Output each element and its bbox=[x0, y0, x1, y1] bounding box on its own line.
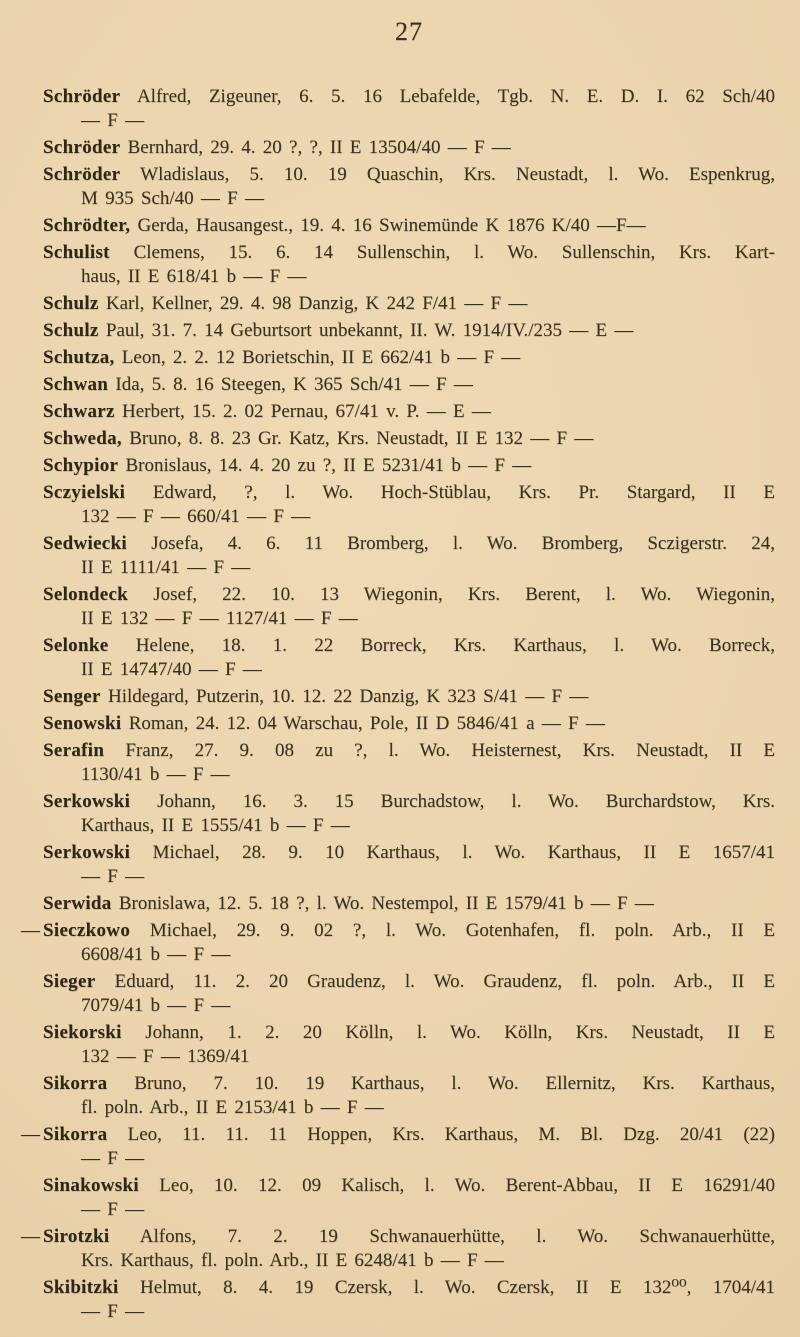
entry-text: Eduard, 11. 2. 20 Graudenz, l. Wo. Graudenz, fl. poln. Arb., II E bbox=[114, 971, 775, 992]
entry-line bbox=[43, 241, 775, 265]
entry-line bbox=[43, 712, 775, 736]
register-entry bbox=[43, 712, 775, 736]
entry-text: Bruno, 8. 8. 23 Gr. Katz, Krs. Neustadt, II E 132 — F — bbox=[129, 428, 594, 449]
entry-line: 6608/41 b — F — bbox=[81, 944, 231, 965]
margin-dash: — bbox=[21, 1226, 40, 1247]
register-entry bbox=[43, 970, 775, 1018]
entry-surname: Serafin bbox=[43, 740, 105, 761]
entry-text: Michael, 28. 9. 10 Karthaus, l. Wo. Karthaus, II E 1657/41 bbox=[152, 842, 776, 863]
entry-surname: Sieger bbox=[43, 971, 96, 992]
entry-line bbox=[43, 841, 775, 865]
entry-surname: Schypior bbox=[43, 455, 119, 476]
entry-surname: Selonke bbox=[43, 635, 109, 656]
entry-text: Josefa, 4. 6. 11 Bromberg, l. Wo. Bromberg, Sczigerstr. 24, bbox=[151, 533, 775, 554]
entry-line bbox=[43, 1276, 775, 1300]
register-entry bbox=[43, 634, 775, 682]
entry-line bbox=[43, 919, 775, 943]
entry-surname: Schulz bbox=[43, 320, 99, 341]
register-entry bbox=[21, 919, 776, 967]
entry-surname: Schulist bbox=[43, 242, 110, 263]
entry-text: Franz, 27. 9. 08 zu ?, l. Wo. Heisternest, Krs. Neustadt, II E bbox=[125, 740, 776, 761]
register-entry bbox=[43, 1276, 775, 1324]
entry-surname: Sczyielski bbox=[43, 482, 126, 503]
entry-line bbox=[43, 85, 775, 109]
entry-surname: Serkowski bbox=[43, 791, 131, 812]
entry-text: Paul, 31. 7. 14 Geburtsort unbekannt, II. W. 1914/IV./235 — E — bbox=[105, 320, 634, 341]
entry-line bbox=[43, 163, 775, 187]
entry-line bbox=[43, 136, 775, 160]
register-entry bbox=[43, 532, 775, 580]
entry-surname: Senger bbox=[43, 686, 101, 707]
margin-dash: — bbox=[21, 920, 40, 941]
register-entry bbox=[43, 214, 775, 238]
entry-surname: Schröder bbox=[43, 137, 121, 158]
entry-text: Johann, 16. 3. 15 Burchadstow, l. Wo. Burchardstow, Krs. bbox=[157, 791, 776, 812]
register-entry bbox=[43, 1072, 775, 1120]
register-entry bbox=[43, 373, 775, 397]
entry-line bbox=[43, 346, 775, 370]
register-entry bbox=[43, 400, 775, 424]
entry-line: — F — bbox=[81, 110, 145, 131]
entry-text: Herbert, 15. 2. 02 Pernau, 67/41 v. P. — E — bbox=[122, 401, 491, 422]
entry-text: Hildegard, Putzerin, 10. 12. 22 Danzig, K 323 S/41 — F — bbox=[107, 686, 589, 707]
register-entry bbox=[43, 319, 775, 343]
entry-text: Bronislawa, 12. 5. 18 ?, l. Wo. Nestempol, II E 1579/41 b — F — bbox=[118, 893, 654, 914]
register-entry bbox=[21, 1225, 775, 1273]
entry-text: Ida, 5. 8. 16 Steegen, K 365 Sch/41 — F — bbox=[115, 374, 473, 395]
entry-text: Clemens, 15. 6. 14 Sullenschin, l. Wo. Sullenschin, Krs. Kart- bbox=[133, 242, 775, 263]
register-entry bbox=[43, 454, 775, 478]
register-entry bbox=[43, 136, 775, 160]
entry-surname: Sikorra bbox=[43, 1073, 108, 1094]
register-entry bbox=[43, 1021, 775, 1069]
entry-line bbox=[43, 634, 775, 658]
register-entry bbox=[43, 292, 775, 316]
register-entry bbox=[43, 583, 775, 631]
entry-line bbox=[43, 970, 775, 994]
entry-line bbox=[43, 481, 775, 505]
register-entry bbox=[43, 241, 775, 289]
entry-line: 132 — F — 660/41 — F — bbox=[81, 506, 311, 527]
entry-line bbox=[43, 1174, 775, 1198]
entry-line bbox=[43, 373, 775, 397]
entry-line bbox=[43, 532, 775, 556]
entry-line bbox=[43, 1225, 775, 1249]
register-entry bbox=[43, 739, 775, 787]
entry-surname: Serwida bbox=[43, 893, 112, 914]
entry-line bbox=[43, 1021, 775, 1045]
entry-surname: Schröder bbox=[43, 86, 121, 107]
register-entry bbox=[43, 1174, 775, 1222]
entry-line: haus, II E 618/41 b — F — bbox=[81, 266, 307, 287]
entry-line: Krs. Karthaus, fl. poln. Arb., II E 6248/41 b — F — bbox=[81, 1250, 504, 1271]
entry-text: Gerda, Hausangest., 19. 4. 16 Swinemünde K 1876 K/40 —F— bbox=[137, 215, 646, 236]
register-entry bbox=[43, 163, 775, 211]
entry-line: — F — bbox=[81, 866, 145, 887]
register-entry bbox=[43, 427, 775, 451]
entry-line bbox=[43, 292, 775, 316]
entry-list bbox=[21, 85, 776, 1324]
entry-line: — F — bbox=[81, 1199, 145, 1220]
entry-line bbox=[43, 427, 775, 451]
entry-surname: Sieczkowo bbox=[43, 920, 131, 941]
register-entry bbox=[43, 790, 775, 838]
entry-text: Roman, 24. 12. 04 Warschau, Pole, II D 5846/41 a — F — bbox=[128, 713, 605, 734]
register-entry bbox=[21, 1123, 775, 1171]
entry-line: II E 132 — F — 1127/41 — F — bbox=[81, 608, 358, 629]
entry-text: Bronislaus, 14. 4. 20 zu ?, II E 5231/41 b — F — bbox=[125, 455, 532, 476]
entry-text: Bruno, 7. 10. 19 Karthaus, l. Wo. Ellernitz, Krs. Karthaus, bbox=[134, 1073, 775, 1094]
entry-surname: Schröder bbox=[43, 164, 121, 185]
entry-surname: Schweda, bbox=[43, 428, 122, 449]
entry-text: Alfons, 7. 2. 19 Schwanauerhütte, l. Wo. Schwanauerhütte, bbox=[139, 1226, 775, 1247]
entry-text: Johann, 1. 2. 20 Kölln, l. Wo. Kölln, Krs. Neustadt, II E bbox=[145, 1022, 776, 1043]
entry-surname: Schutza, bbox=[43, 347, 115, 368]
entry-line: M 935 Sch/40 — F — bbox=[81, 188, 264, 209]
entry-text: Alfred, Zigeuner, 6. 5. 16 Lebafelde, Tgb. N. E. D. I. 62 Sch/40 bbox=[136, 86, 775, 107]
margin-dash: — bbox=[21, 1124, 40, 1145]
entry-line bbox=[43, 739, 775, 763]
entry-line bbox=[43, 1123, 775, 1147]
page-number: 27 bbox=[395, 17, 423, 46]
entry-text: Bernhard, 29. 4. 20 ?, ?, II E 13504/40 — F — bbox=[127, 137, 511, 158]
entry-text: Edward, ?, l. Wo. Hoch-Stüblau, Krs. Pr. Stargard, II E bbox=[152, 482, 775, 503]
entry-text: Helmut, 8. 4. 19 Czersk, l. Wo. Czersk, II E 132⁰⁰, 1704/41 bbox=[139, 1277, 775, 1298]
entry-line bbox=[43, 400, 775, 424]
entry-text: Wladislaus, 5. 10. 19 Quaschin, Krs. Neustadt, l. Wo. Espenkrug, bbox=[140, 164, 775, 185]
entry-line bbox=[43, 319, 775, 343]
entry-surname: Sikorra bbox=[43, 1124, 108, 1145]
register-entry bbox=[43, 892, 775, 916]
entry-line bbox=[43, 892, 775, 916]
entry-surname: Schrödter, bbox=[43, 215, 131, 236]
entry-surname: Siekorski bbox=[43, 1022, 122, 1043]
entry-text: Leon, 2. 2. 12 Borietschin, II E 662/41 b — F — bbox=[121, 347, 521, 368]
entry-line bbox=[43, 685, 775, 709]
entry-text: Helene, 18. 1. 22 Borreck, Krs. Karthaus, l. Wo. Borreck, bbox=[135, 635, 775, 656]
entry-surname: Sedwiecki bbox=[43, 533, 127, 554]
entry-line bbox=[43, 454, 775, 478]
entry-text: Leo, 10. 12. 09 Kalisch, l. Wo. Berent-Abbau, II E 16291/40 bbox=[159, 1175, 776, 1196]
register-entry bbox=[43, 685, 775, 709]
register-entry bbox=[43, 481, 775, 529]
entry-line: 132 — F — 1369/41 bbox=[81, 1046, 250, 1067]
entry-line: 1130/41 b — F — bbox=[81, 764, 230, 785]
entry-line: II E 1111/41 — F — bbox=[81, 557, 251, 578]
entry-surname: Schwarz bbox=[43, 401, 115, 422]
entry-text: Karl, Kellner, 29. 4. 98 Danzig, K 242 F/41 — F — bbox=[105, 293, 528, 314]
entry-surname: Senowski bbox=[43, 713, 122, 734]
entry-line: 7079/41 b — F — bbox=[81, 995, 231, 1016]
entry-line bbox=[43, 583, 775, 607]
entry-line: — F — bbox=[81, 1148, 145, 1169]
text-column bbox=[21, 0, 776, 1327]
entry-line: fl. poln. Arb., II E 2153/41 b — F — bbox=[81, 1097, 384, 1118]
register-entry bbox=[43, 841, 775, 889]
entry-text: Michael, 29. 9. 02 ?, l. Wo. Gotenhafen, fl. poln. Arb., II E bbox=[149, 920, 776, 941]
entry-surname: Schulz bbox=[43, 293, 99, 314]
entry-surname: Sirotzki bbox=[43, 1226, 110, 1247]
entry-surname: Schwan bbox=[43, 374, 109, 395]
entry-text: Leo, 11. 11. 11 Hoppen, Krs. Karthaus, M. Bl. Dzg. 20/41 (22) bbox=[127, 1124, 775, 1145]
entry-line: II E 14747/40 — F — bbox=[81, 659, 262, 680]
entry-line: — F — bbox=[81, 1301, 145, 1322]
entry-surname: Sinakowski bbox=[43, 1175, 139, 1196]
entry-text: Josef, 22. 10. 13 Wiegonin, Krs. Berent, l. Wo. Wiegonin, bbox=[153, 584, 776, 605]
entry-line bbox=[43, 790, 775, 814]
entry-line bbox=[43, 1072, 775, 1096]
entry-surname: Selondeck bbox=[43, 584, 129, 605]
register-entry bbox=[43, 346, 775, 370]
entry-line bbox=[43, 214, 775, 238]
entry-surname: Skibitzki bbox=[43, 1277, 119, 1298]
entry-line: Karthaus, II E 1555/41 b — F — bbox=[81, 815, 350, 836]
register-entry bbox=[43, 85, 775, 133]
entry-surname: Serkowski bbox=[43, 842, 131, 863]
